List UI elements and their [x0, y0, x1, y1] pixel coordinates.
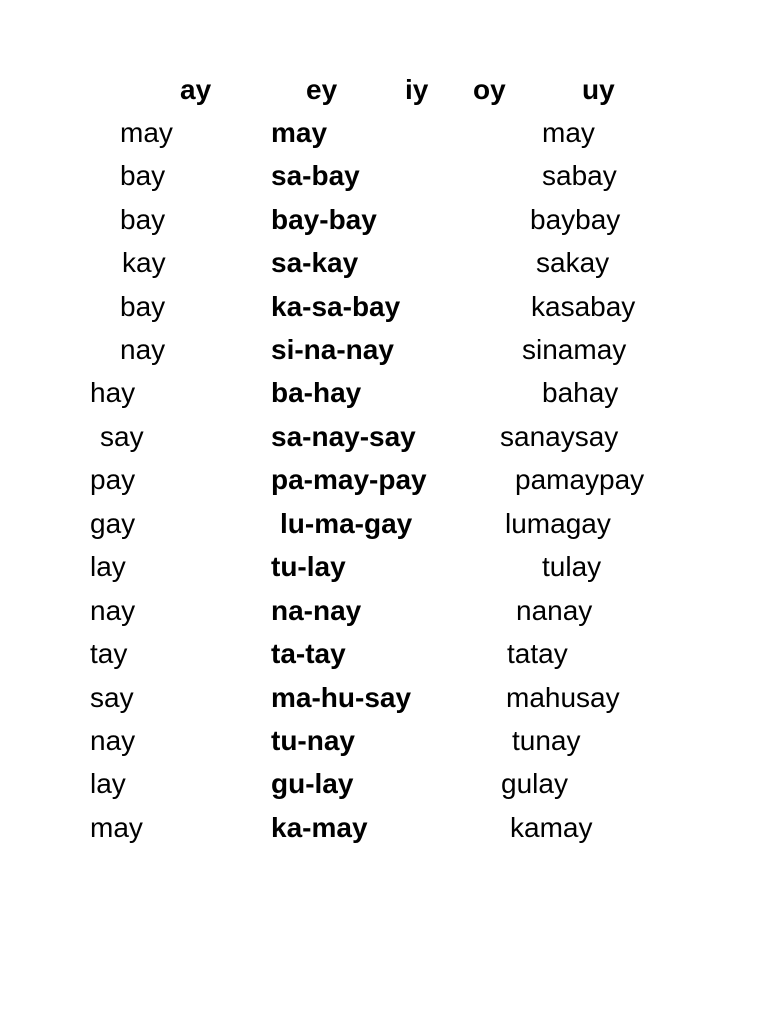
syllable-cell: gay [90, 508, 136, 539]
whole-word-cell: sabay [542, 160, 617, 191]
split-word-cell: ka-sa-bay [271, 291, 401, 322]
split-word-cell: bay-bay [271, 204, 377, 235]
split-word-cell: gu-lay [271, 768, 354, 799]
split-word-cell: ta-tay [271, 638, 346, 669]
word-row [0, 550, 768, 584]
split-word-cell: si-na-nay [271, 334, 394, 365]
whole-word-cell: sinamay [522, 334, 627, 365]
whole-word-cell: tulay [542, 551, 602, 582]
word-row [0, 116, 768, 150]
syllable-cell: say [90, 682, 134, 713]
syllable-cell: nay [90, 725, 136, 756]
word-row [0, 594, 768, 628]
header-ay: ay [180, 74, 212, 105]
syllable-cell: lay [90, 551, 126, 582]
header-ey: ey [306, 74, 338, 105]
word-row [0, 246, 768, 280]
syllable-cell: pay [90, 464, 136, 495]
word-row [0, 637, 768, 671]
word-row [0, 811, 768, 845]
split-word-cell: lu-ma-gay [280, 508, 413, 539]
word-row [0, 420, 768, 454]
syllable-cell: nay [90, 595, 136, 626]
word-row [0, 159, 768, 193]
split-word-cell: ka-may [271, 812, 368, 843]
syllable-cell: nay [120, 334, 166, 365]
word-row [0, 203, 768, 237]
whole-word-cell: lumagay [505, 508, 611, 539]
whole-word-cell: sanaysay [500, 421, 619, 452]
split-word-cell: pa-may-pay [271, 464, 427, 495]
whole-word-cell: baybay [530, 204, 621, 235]
syllable-cell: hay [90, 377, 136, 408]
syllable-cell: may [90, 812, 143, 843]
split-word-cell: na-nay [271, 595, 362, 626]
whole-word-cell: kasabay [531, 291, 636, 322]
syllable-cell: lay [90, 768, 126, 799]
split-word-cell: ma-hu-say [271, 682, 412, 713]
split-word-cell: tu-lay [271, 551, 346, 582]
word-row [0, 681, 768, 715]
split-word-cell: ba-hay [271, 377, 362, 408]
header-oy: oy [473, 74, 506, 105]
whole-word-cell: gulay [501, 768, 568, 799]
syllable-cell: bay [120, 160, 166, 191]
word-row [0, 724, 768, 758]
whole-word-cell: tatay [507, 638, 568, 669]
split-word-cell: may [271, 117, 328, 148]
whole-word-cell: bahay [542, 377, 619, 408]
word-row [0, 290, 768, 324]
header-iy: iy [405, 74, 429, 105]
syllable-cell: say [100, 421, 144, 452]
word-row [0, 767, 768, 801]
header-uy: uy [582, 74, 615, 105]
syllable-cell: kay [122, 247, 166, 278]
whole-word-cell: nanay [516, 595, 593, 626]
syllable-cell: may [120, 117, 173, 148]
syllable-cell: tay [90, 638, 128, 669]
whole-word-cell: may [542, 117, 595, 148]
word-row [0, 376, 768, 410]
word-row [0, 507, 768, 541]
whole-word-cell: mahusay [506, 682, 620, 713]
word-row [0, 333, 768, 367]
split-word-cell: sa-nay-say [271, 421, 416, 452]
whole-word-cell: sakay [536, 247, 610, 278]
split-word-cell: tu-nay [271, 725, 355, 756]
syllable-cell: bay [120, 291, 166, 322]
split-word-cell: sa-kay [271, 247, 359, 278]
syllable-cell: bay [120, 204, 166, 235]
split-word-cell: sa-bay [271, 160, 360, 191]
word-row [0, 463, 768, 497]
whole-word-cell: tunay [512, 725, 581, 756]
whole-word-cell: pamaypay [515, 464, 645, 495]
whole-word-cell: kamay [510, 812, 593, 843]
